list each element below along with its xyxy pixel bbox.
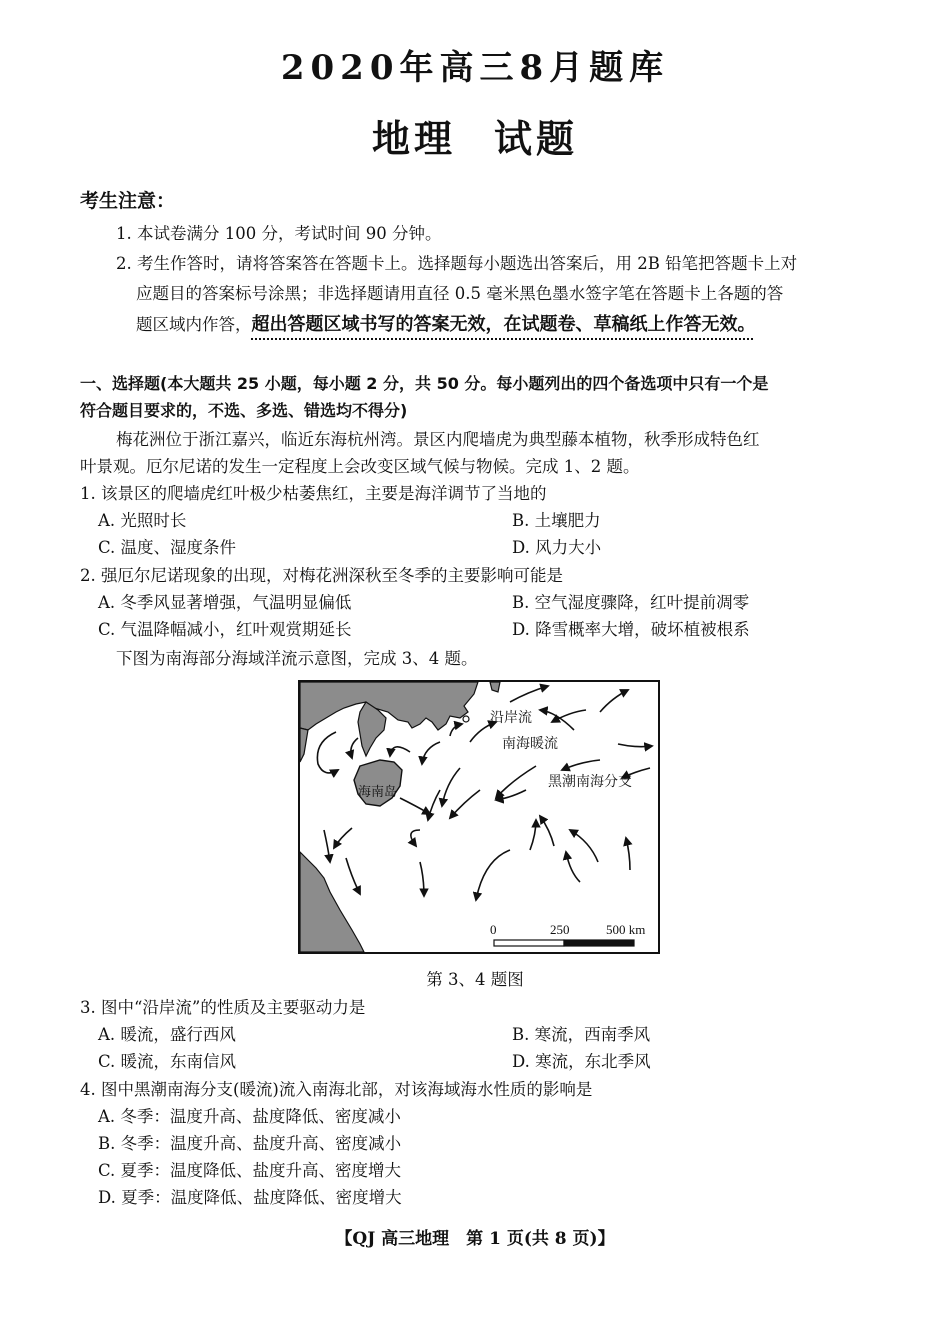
vietnam-land [300, 728, 364, 952]
q4-option-a: A. 冬季：温度升高、盐度降低、密度减小 [98, 1107, 401, 1126]
q2-option-d: D. 降雪概率大增，破坏植被根系 [512, 620, 750, 639]
map-label-hainan: 海南岛 [358, 784, 398, 799]
title-subject: 地理 [371, 116, 456, 161]
q1-option-b: B. 土壤肥力 [512, 511, 601, 530]
q1-stem: 1. 该景区的爬墙虎红叶极少枯萎焦红，主要是海洋调节了当地的 [80, 484, 547, 503]
figure-caption: 第 3、4 题图 [426, 970, 524, 989]
notice-item-2-line-1: 2. 考生作答时，请将答案答在答题卡上。选择题每小题选出答案后，用 2B 铅笔把答题卡上对 [116, 254, 798, 273]
map-label-warm-current: 南海暖流 [502, 737, 558, 752]
q1-option-d: D. 风力大小 [512, 538, 602, 557]
q1-option-a: A. 光照时长 [98, 511, 187, 530]
notice-item-2-line-2: 应题目的答案标号涂黑；非选择题请用直径 0.5 毫米黑色墨水签字笔在答题卡上各题的答 [136, 284, 784, 303]
q3-option-a: A. 暖流，盛行西风 [98, 1025, 236, 1044]
q4-option-d: D. 夏季：温度降低、盐度降低、密度增大 [98, 1188, 402, 1207]
notice-heading: 考生注意： [80, 190, 176, 212]
q2-option-a: A. 冬季风显著增强，气温明显偏低 [98, 593, 352, 612]
q3-option-c: C. 暖流，东南信风 [98, 1052, 237, 1071]
q1-option-c: C. 温度、湿度条件 [98, 538, 237, 557]
map-label-kuroshio-branch: 黑潮南海分支 [548, 775, 632, 790]
intro-q1-q2-line-2: 叶景观。厄尔尼诺的发生一定程度上会改变区域气候与物候。完成 1、2 题。 [80, 457, 640, 476]
scale-label-0: 0 [490, 922, 497, 937]
scale-label-250: 250 [550, 922, 570, 937]
q2-option-c: C. 气温降幅减小，红叶观赏期延长 [98, 620, 352, 639]
notice-emphasis-text: 超出答题区域书写的答案无效，在试题卷、草稿纸上作答无效。 [251, 314, 756, 335]
q3-option-d: D. 寒流，东北季风 [512, 1052, 651, 1071]
notice-item-1: 1. 本试卷满分 100 分，考试时间 90 分钟。 [116, 224, 442, 243]
page-title [0, 108, 950, 163]
title-type: 试题 [494, 116, 579, 161]
q2-stem: 2. 强厄尔尼诺现象的出现，对梅花洲深秋至冬季的主要影响可能是 [80, 566, 563, 585]
notice-plain-text: 题区域内作答， [136, 315, 252, 334]
section-1-heading-line-1: 一、选择题(本大题共 25 小题，每小题 2 分，共 50 分。每小题列出的四个备选项中只有一个是 [80, 374, 769, 393]
q4-option-c: C. 夏季：温度降低、盐度升高、密度增大 [98, 1161, 402, 1180]
notice-item-2-line-3 [136, 310, 756, 336]
mainland-land [300, 682, 478, 730]
map-label-coastal-current: 沿岸流 [490, 711, 532, 726]
islet [463, 716, 469, 722]
exam-series-header: 2020年高三8月题库 [280, 48, 670, 88]
ocean-current-map [298, 680, 660, 954]
taiwan-land [490, 682, 500, 692]
q4-stem: 4. 图中黑潮南海分支(暖流)流入南海北部，对该海域海水性质的影响是 [80, 1080, 593, 1099]
intro-q1-q2-line-1: 梅花洲位于浙江嘉兴，临近东海杭州湾。景区内爬墙虎为典型藤本植物，秋季形成特色红 [116, 430, 760, 449]
scale-bar [490, 922, 645, 946]
scale-label-500: 500 km [606, 922, 646, 937]
q3-option-b: B. 寒流，西南季风 [512, 1025, 651, 1044]
q2-option-b: B. 空气湿度骤降，红叶提前凋零 [512, 593, 750, 612]
hainan-island [354, 760, 402, 806]
intro-q3-q4: 下图为南海部分海域洋流示意图，完成 3、4 题。 [116, 649, 478, 668]
page-footer: 【QJ 高三地理 第 1 页(共 8 页)】 [335, 1229, 615, 1249]
q3-stem: 3. 图中“沿岸流”的性质及主要驱动力是 [80, 998, 366, 1017]
q4-option-b: B. 冬季：温度升高、盐度升高、密度减小 [98, 1134, 402, 1153]
section-1-heading-line-2: 符合题目要求的，不选、多选、错选均不得分) [80, 401, 408, 420]
